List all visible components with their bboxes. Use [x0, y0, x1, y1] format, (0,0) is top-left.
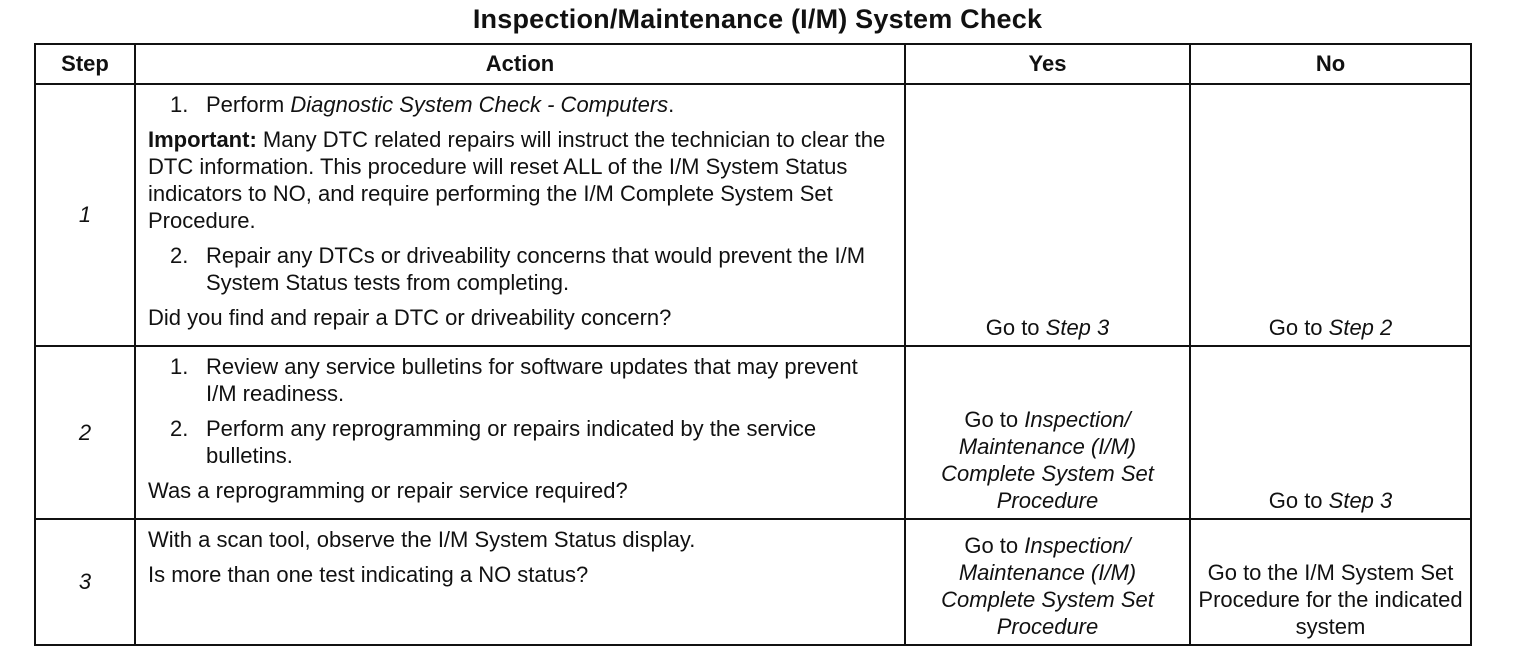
action-list-item: [148, 242, 894, 296]
table-row-step-1: [35, 84, 1471, 346]
important-label: Important:: [148, 127, 257, 152]
step-number: 1: [35, 84, 135, 346]
diagnostic-check-link[interactable]: Diagnostic System Check - Computers: [290, 92, 669, 117]
action-text-end: .: [668, 92, 675, 117]
step-3-link[interactable]: Step 3: [1328, 488, 1393, 513]
yes-prefix: Go to: [985, 315, 1046, 340]
list-number: 2.: [170, 243, 189, 268]
action-question: Is more than one test indicating a NO status?: [148, 562, 589, 587]
action-text: Repair any DTCs or driveability concerns that would prevent the I/M System Status tests from completing.: [206, 243, 866, 295]
important-text: Many DTC related repairs will instruct the technician to clear the DTC information. This procedure will reset ALL of the I/M System Status indicators to NO, and require performing the I/M Complete System Set Procedure.: [148, 127, 886, 233]
list-number: 1.: [170, 92, 189, 117]
im-procedure-link[interactable]: Inspection/ Maintenance (I/M) Complete System Set Procedure: [941, 533, 1154, 639]
table-row-step-3: [35, 519, 1471, 645]
no-prefix: Go to: [1268, 488, 1329, 513]
system-check-table: [34, 43, 1472, 646]
yes-prefix: Go to: [964, 533, 1025, 558]
action-cell: [135, 84, 905, 346]
table-header-row: [35, 44, 1471, 84]
no-cell: [1190, 519, 1471, 645]
action-list-item: [148, 353, 894, 407]
no-prefix: Go to: [1268, 315, 1329, 340]
list-number: 1.: [170, 354, 189, 379]
action-list-item: [148, 415, 894, 469]
action-cell: [135, 346, 905, 519]
yes-cell: [905, 519, 1190, 645]
no-cell: [1190, 346, 1471, 519]
action-text: With a scan tool, observe the I/M System Status display.: [148, 527, 696, 552]
step-number: 3: [35, 519, 135, 645]
header-no: No: [1190, 44, 1471, 84]
action-list-item: [148, 91, 894, 118]
action-question: Did you find and repair a DTC or driveability concern?: [148, 305, 672, 330]
header-action: Action: [135, 44, 905, 84]
page-title: Inspection/Maintenance (I/M) System Check: [472, 4, 1043, 34]
table-row-step-2: [35, 346, 1471, 519]
step-2-link[interactable]: Step 2: [1328, 315, 1393, 340]
action-text: Perform: [206, 92, 291, 117]
no-text: Go to the I/M System Set Procedure for the indicated system: [1198, 560, 1463, 639]
im-procedure-link[interactable]: Inspection/ Maintenance (I/M) Complete System Set Procedure: [941, 407, 1154, 513]
header-yes: Yes: [905, 44, 1190, 84]
yes-cell: [905, 346, 1190, 519]
action-text: Perform any reprogramming or repairs indicated by the service bulletins.: [206, 416, 817, 468]
action-text: Review any service bulletins for software updates that may prevent I/M readiness.: [206, 354, 858, 406]
no-cell: [1190, 84, 1471, 346]
yes-cell: [905, 84, 1190, 346]
important-note: [148, 126, 894, 234]
yes-prefix: Go to: [964, 407, 1025, 432]
step-number: 2: [35, 346, 135, 519]
step-3-link[interactable]: Step 3: [1045, 315, 1110, 340]
action-cell: [135, 519, 905, 645]
list-number: 2.: [170, 416, 189, 441]
action-question: Was a reprogramming or repair service required?: [148, 478, 628, 503]
header-step: Step: [35, 44, 135, 84]
